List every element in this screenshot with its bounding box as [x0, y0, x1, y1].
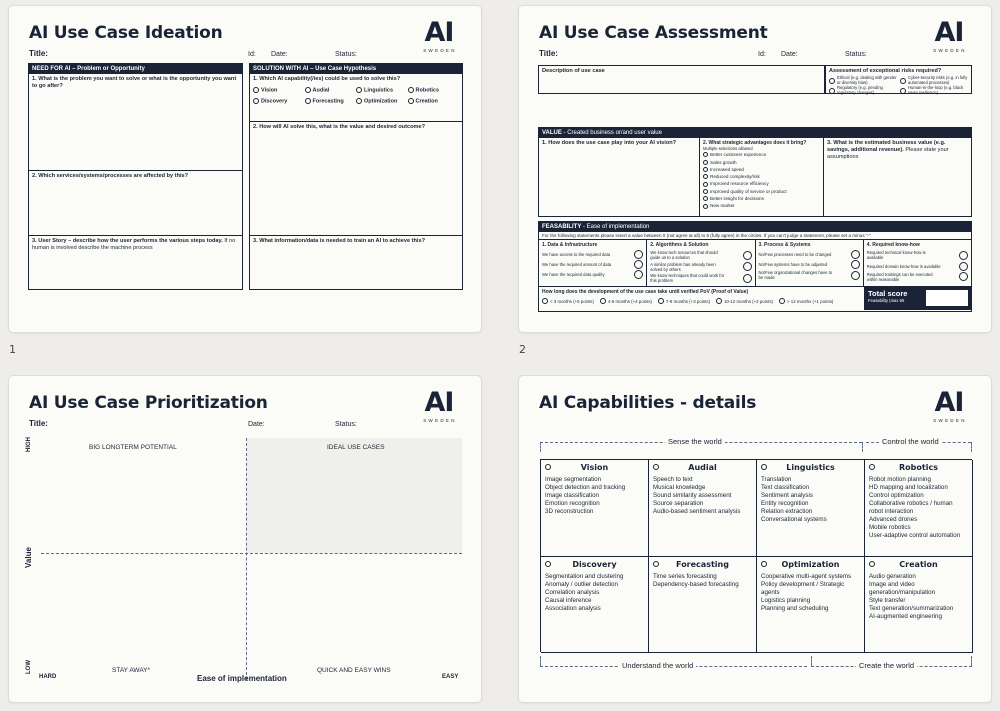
feasability-column-title: 2. Algorithms & Solution [650, 242, 709, 249]
statement-text: We know tech resources that should guide us to a solution [650, 250, 718, 261]
checkbox-circle-icon[interactable] [653, 561, 659, 567]
question-user-story: 3. User Story – describe how the user performs the various steps today. If no human is involved describe the machine process [32, 238, 236, 251]
question-advantages: 2. What strategic advantages does it bring? [703, 140, 807, 146]
capability-item: Planning and scheduling [761, 604, 829, 612]
create-bracket-right [971, 656, 972, 666]
status-field-label: Status: [845, 51, 867, 58]
slide-thumbnail-assessment[interactable] [519, 6, 991, 332]
ai-sweden-logo: AI SWEDEN [933, 387, 967, 423]
poc-option[interactable] [600, 298, 652, 304]
feasability-header: FEASABILITY - Ease of implementation [539, 222, 971, 232]
capability-name-text: Linguistics [786, 463, 835, 472]
checkbox-circle-icon[interactable] [545, 561, 551, 567]
sense-bracket-left [540, 442, 541, 452]
page-number: 2 [519, 343, 526, 356]
advantage-option-label: Reduced complexity/risk [710, 174, 760, 180]
question-problem: 1. What is the problem you want to solve or what is the opportunity you want to go after? [29, 74, 242, 171]
risk-option[interactable] [829, 86, 897, 95]
date-field-label: Date: [248, 421, 265, 428]
ai-sweden-logo: AI SWEDEN [423, 17, 457, 53]
capability-item: Time series forecasting [653, 572, 717, 580]
score-circle-input[interactable] [634, 250, 643, 259]
x-axis-easy: EASY [442, 674, 459, 680]
capability-items [869, 476, 968, 540]
feasability-statement [650, 273, 751, 283]
statement-text: We have the required data quality [542, 272, 605, 278]
feasability-column-title: 4. Required know-how [866, 242, 920, 249]
capability-name [545, 463, 644, 472]
score-circle-input[interactable] [743, 274, 752, 283]
capability-option[interactable] [356, 98, 408, 104]
checkbox-circle-icon[interactable] [900, 78, 906, 84]
capability-item: Text generation/summarization [869, 604, 954, 612]
poc-option[interactable] [542, 298, 594, 304]
capability-cell-forecasting [649, 557, 757, 654]
question-training-data: 3. What information/data is needed to train an AI to achieve this? [253, 238, 425, 244]
score-circle-input[interactable] [851, 260, 860, 269]
strategic-advantages [700, 138, 824, 216]
question-business-value: 3. What is the estimated business value (e.g. savings, additional revenue). Please state your assumptions [827, 140, 949, 160]
solution-with-ai-section [249, 63, 463, 290]
sense-label: Sense the world [665, 437, 725, 446]
capability-cell-vision [541, 460, 649, 557]
risk-option[interactable] [829, 76, 897, 85]
poc-duration [539, 287, 865, 310]
checkbox-circle-icon[interactable] [703, 167, 708, 172]
capability-name [869, 560, 968, 569]
score-circle-input[interactable] [959, 251, 968, 260]
feasability-instructions: For the following statements please insert a value between 0 (not agree at all) to 5 (fully agree) in the circles. If you can't judge a statement, please set a minus "-" [539, 232, 971, 240]
feasability-statement [759, 250, 860, 259]
checkbox-circle-icon[interactable] [703, 204, 708, 209]
create-label: Create the world [856, 661, 917, 670]
ideal-quadrant-bg [247, 438, 462, 553]
id-field-label: Id: [758, 51, 766, 58]
capability-option-label: Creation [415, 98, 438, 105]
advantage-option[interactable] [703, 188, 820, 195]
capability-cell-audial [649, 460, 757, 557]
capability-item: Object detection and tracking [545, 484, 626, 491]
statement-text: We know techniques that could work for this problem [650, 273, 725, 284]
capability-items [545, 476, 644, 516]
poc-option-label: 10-12 months (+2 points) [724, 298, 773, 304]
capability-checkbox-grid [253, 87, 459, 105]
feasability-statement [542, 270, 643, 279]
capability-item: Translation [761, 476, 792, 483]
capability-cell-creation [865, 557, 973, 654]
advantage-option[interactable] [703, 173, 820, 180]
checkbox-circle-icon[interactable] [703, 160, 708, 165]
capability-name-text: Discovery [572, 559, 617, 569]
advantage-option[interactable] [703, 180, 820, 187]
description-label: Description of use case [542, 68, 605, 74]
capability-item: HD mapping and localization [869, 484, 948, 491]
value-section [538, 127, 972, 217]
feasability-statement [759, 260, 860, 269]
capability-name-text: Audial [688, 463, 717, 472]
feasability-column [539, 240, 647, 286]
feasability-statement [542, 250, 643, 259]
poc-option-label: < 3 months (+5 points) [550, 298, 594, 304]
poc-option[interactable] [779, 298, 833, 304]
capability-option-label: Audial [312, 87, 330, 94]
date-field-label: Date: [271, 51, 288, 58]
capability-option-label: Vision [261, 87, 278, 94]
capability-item: Conversational systems [761, 516, 827, 523]
capability-item: Collaborative robotics / human robot interaction [869, 500, 953, 515]
capability-item: Sound similarity assessment [653, 492, 732, 499]
checkbox-circle-icon[interactable] [408, 87, 414, 93]
capability-option-label: Discovery [261, 98, 288, 105]
feasability-statement [650, 250, 751, 260]
advantage-option-label: New market [710, 203, 735, 209]
x-axis-label: Ease of implementation [197, 674, 287, 683]
checkbox-circle-icon[interactable] [305, 87, 311, 93]
score-circle-input[interactable] [959, 272, 968, 281]
capability-item: Advanced drones [869, 516, 918, 523]
slide-thumbnail-prioritization[interactable] [9, 376, 481, 702]
capability-item: Relation extraction [761, 508, 813, 515]
feasability-columns [539, 240, 971, 287]
score-circle-input[interactable] [634, 260, 643, 269]
statement-text: We have access to the required data [542, 252, 611, 258]
page-title: AI Capabilities - details [539, 393, 757, 413]
capability-item: Musical knowledge [653, 484, 706, 491]
feasability-column [756, 240, 864, 286]
total-score-label: Total score [868, 289, 908, 299]
checkbox-circle-icon[interactable] [653, 464, 659, 470]
risk-title: Assessment of exceptional risks required? [829, 68, 942, 74]
score-circle-input[interactable] [743, 251, 752, 260]
status-field-label: Status: [335, 421, 357, 428]
capability-name [869, 463, 968, 472]
quadrant-ideal: IDEAL USE CASES [327, 444, 385, 451]
capability-name-text: Forecasting [676, 559, 729, 569]
capability-items [653, 573, 752, 589]
page-title: AI Use Case Assessment [539, 23, 768, 43]
capability-name [761, 560, 860, 569]
checkbox-circle-icon[interactable] [703, 152, 708, 157]
capability-name-text: Optimization [781, 559, 840, 569]
capability-item: Entity recognition [761, 500, 809, 507]
statement-text: No/Few organizational changes have to be made [758, 270, 833, 281]
capability-items [761, 573, 860, 613]
capability-item: Image segmentation [545, 476, 602, 483]
advantage-option-label: Improved quality of service or product [710, 188, 787, 194]
capability-option-label: Forecasting [312, 98, 344, 105]
advantage-option[interactable] [703, 151, 820, 158]
question-value: 2. How will AI solve this, what is the value and desired outcome? [250, 122, 462, 236]
title-field-label: Title: [29, 49, 48, 58]
risk-option[interactable] [900, 76, 968, 85]
radio-circle-icon[interactable] [716, 298, 722, 304]
poc-option[interactable] [658, 298, 710, 304]
feasability-statement [650, 262, 751, 272]
id-field-label: Id: [248, 51, 256, 58]
checkbox-circle-icon[interactable] [356, 87, 362, 93]
capability-item: 3D reconstruction [545, 508, 594, 515]
y-axis-label: Value [24, 547, 33, 568]
feasability-column [647, 240, 755, 286]
statement-text: Required technical know-how is available [866, 250, 926, 261]
capability-item: Emotion recognition [545, 500, 600, 507]
feasability-column-title: 1. Data & Infrastructure [542, 242, 598, 249]
checkbox-circle-icon[interactable] [703, 189, 708, 194]
value-header: VALUE - Created business or/and user value [539, 128, 971, 138]
feasability-column-title: 3. Process & Systems [758, 242, 811, 249]
advantages-list [703, 151, 820, 209]
understand-label: Understand the world [619, 661, 696, 670]
control-bracket-right [971, 442, 972, 452]
feasability-statement [759, 270, 860, 280]
radio-circle-icon[interactable] [600, 298, 606, 304]
risk-option-label: Regulatory (e.g. pending regulatory changes) [837, 85, 883, 95]
quadrant-quick-wins: QUICK AND EASY WINS [317, 667, 391, 674]
poc-question: How long does the development of the use case take until verified PoV (Proof of Value) [542, 289, 749, 296]
capability-item: Correlation analysis [545, 588, 600, 596]
capability-item: Audio generation [869, 572, 916, 580]
page-title: AI Use Case Ideation [29, 23, 223, 43]
score-circle-input[interactable] [851, 250, 860, 259]
capability-item: Sentiment analysis [761, 492, 813, 499]
checkbox-circle-icon[interactable] [829, 88, 835, 94]
need-for-ai-section [28, 63, 243, 290]
statement-text: No/Few processes need to be changed [758, 252, 832, 258]
capability-item: Control optimization [869, 492, 924, 499]
advantage-option[interactable] [703, 159, 820, 166]
risk-option-label: Ethical (e.g. dealing with gender or diversity bias) [837, 75, 897, 85]
score-circle-input[interactable] [634, 270, 643, 279]
risk-options [829, 76, 968, 95]
capability-item: User-adaptive control automation [869, 532, 961, 539]
capability-selection [250, 74, 462, 122]
capability-item: Cooperative multi-agent systems [761, 572, 852, 580]
title-field-label: Title: [539, 49, 558, 58]
capability-items [545, 573, 644, 613]
advantage-option-label: Improved resource efficiency [710, 181, 769, 187]
capability-name [653, 560, 752, 569]
poc-option-label: > 12 months (+1 points) [787, 298, 834, 304]
score-circle-input[interactable] [851, 271, 860, 280]
vertical-axis-divider [246, 438, 247, 680]
capability-items [653, 476, 752, 516]
advantage-option-label: Better insight for decisions [710, 195, 764, 201]
checkbox-circle-icon[interactable] [703, 196, 708, 201]
capability-name-text: Creation [899, 559, 938, 569]
radio-circle-icon[interactable] [542, 298, 548, 304]
capability-item: Speech to text [653, 476, 693, 483]
advantage-option-label: Sales growth [710, 159, 737, 165]
score-circle-input[interactable] [743, 262, 752, 271]
sense-bracket-right [862, 442, 863, 452]
capability-cell-discovery [541, 557, 649, 654]
risk-option-label: Cyber-security risks (e.g. in fully automated processes) [908, 75, 968, 85]
feasability-section [538, 221, 972, 312]
capability-name [545, 560, 644, 569]
advantage-option-label: Better customer experience [710, 152, 767, 158]
capability-item: Association analysis [545, 604, 601, 612]
feasability-statement [867, 250, 968, 260]
capability-name-text: Robotics [899, 463, 938, 472]
title-field-label: Title: [29, 419, 48, 428]
capability-option[interactable] [253, 98, 305, 104]
checkbox-circle-icon[interactable] [761, 464, 767, 470]
capability-item: Robot motion planning [869, 476, 931, 483]
capability-item: Logistics planning [761, 596, 811, 604]
capability-item: Dependency-based forecasting [653, 580, 739, 588]
question-services: 2. Which services/systems/processes are affected by this? [29, 171, 242, 236]
checkbox-circle-icon[interactable] [869, 464, 875, 470]
poc-options [542, 298, 861, 304]
capability-item: Audio-based sentiment analysis [653, 508, 741, 515]
advantage-option[interactable] [703, 166, 820, 173]
capability-item: Segmentation and clustering [545, 572, 624, 580]
checkbox-circle-icon[interactable] [761, 561, 767, 567]
statement-text: A similar problem has already been solved by others [650, 261, 716, 272]
quadrant-stay-away: STAY AWAY* [112, 667, 151, 674]
capability-item: Mobile robotics [869, 524, 911, 531]
capability-option[interactable] [408, 87, 460, 93]
feasability-statement [867, 272, 968, 282]
capability-cell-robotics [865, 460, 973, 557]
advantage-option-label: Increased speed [710, 166, 744, 172]
capability-name-text: Vision [580, 463, 609, 472]
poc-option-label: 4-6 months (+4 points) [607, 298, 652, 304]
capability-items [761, 476, 860, 524]
page-number: 1 [9, 343, 16, 356]
capability-cell-linguistics [757, 460, 865, 557]
capability-option[interactable] [305, 98, 357, 104]
feasability-statement [867, 262, 968, 271]
advantage-option[interactable] [703, 195, 820, 202]
understand-bracket-left [540, 656, 541, 666]
statement-text: Required trainings can be executed within reasonable [866, 271, 933, 282]
checkbox-circle-icon[interactable] [253, 87, 259, 93]
question-capabilities: 1. Which AI capability(/ies) could be used to solve this? [253, 76, 401, 82]
status-field-label: Status: [335, 51, 357, 58]
capability-item: Causal inference [545, 596, 592, 604]
capability-option[interactable] [408, 98, 460, 104]
feasability-statement [542, 260, 643, 269]
feasability-column [864, 240, 971, 286]
capability-option-label: Linguistics [364, 87, 394, 94]
total-score-field[interactable] [926, 290, 968, 306]
risk-option-label: Human-in-the-loop (e.g. black swan resilience) [908, 85, 964, 95]
advantage-option[interactable] [703, 202, 820, 209]
y-axis-low: LOW [26, 660, 32, 674]
create-bracket-left [811, 656, 812, 666]
statement-text: We have the required amount of data [542, 262, 612, 268]
poc-option-label: 7-9 months (+3 points) [666, 298, 711, 304]
slide-thumbnail-ideation[interactable] [9, 6, 481, 332]
capability-items [869, 573, 968, 621]
capability-option[interactable] [356, 87, 408, 93]
slide-thumbnail-capabilities[interactable] [519, 376, 991, 702]
capability-item: Source separation [653, 500, 704, 507]
page-title: AI Use Case Prioritization [29, 393, 268, 413]
poc-option[interactable] [716, 298, 773, 304]
description-box [538, 65, 825, 94]
capability-item: Policy development / Strategic agents [761, 580, 845, 596]
advantages-hint: Multiple selections allowed [703, 146, 753, 151]
checkbox-circle-icon[interactable] [305, 98, 311, 104]
risk-option[interactable] [900, 86, 968, 95]
capability-option[interactable] [253, 87, 305, 93]
checkbox-circle-icon[interactable] [253, 98, 259, 104]
total-score-sub: Feasability (max 65 [868, 298, 905, 304]
solution-header: SOLUTION WITH AI – Use Case Hypothesis [250, 64, 462, 74]
capability-item: Image and video generation/manipulation [869, 580, 936, 596]
ai-sweden-logo: AI SWEDEN [933, 17, 967, 53]
score-circle-input[interactable] [959, 262, 968, 271]
capability-name [761, 463, 860, 472]
y-axis-high: HIGH [26, 437, 32, 452]
total-score-box [865, 287, 971, 310]
capability-item: Text classification [761, 484, 810, 491]
checkbox-circle-icon[interactable] [545, 464, 551, 470]
capability-option-label: Robotics [415, 87, 440, 94]
capability-item: Style transfer [869, 596, 906, 604]
checkbox-circle-icon[interactable] [900, 88, 906, 94]
capability-grid [540, 459, 972, 652]
checkbox-circle-icon[interactable] [408, 98, 414, 104]
capability-cell-optimization [757, 557, 865, 654]
checkbox-circle-icon[interactable] [703, 174, 708, 179]
quadrant-big-longterm: BIG LONGTERM POTENTIAL [89, 444, 177, 451]
date-field-label: Date: [781, 51, 798, 58]
checkbox-circle-icon[interactable] [829, 78, 835, 84]
statement-text: Required domain know-how is available [866, 263, 941, 269]
capability-option-label: Optimization [364, 98, 398, 105]
capability-option[interactable] [305, 87, 357, 93]
need-header: NEED FOR AI – Problem or Opportunity [29, 64, 242, 74]
statement-text: No/Few systems have to be adjusted [758, 262, 828, 268]
capability-item: AI-augmented engineering [869, 612, 942, 620]
control-label: Control the world [879, 437, 942, 446]
checkbox-circle-icon[interactable] [703, 182, 708, 187]
ai-sweden-logo: AI SWEDEN [423, 387, 457, 423]
risk-assessment-box [825, 65, 972, 94]
capability-item: Anomaly / outlier detection [545, 580, 618, 588]
capability-item: Image classification [545, 492, 599, 499]
capability-name [653, 463, 752, 472]
checkbox-circle-icon[interactable] [356, 98, 362, 104]
radio-circle-icon[interactable] [658, 298, 664, 304]
x-axis-hard: HARD [39, 674, 57, 680]
question-vision: 1. How does the use case play into your AI vision? [539, 138, 700, 216]
checkbox-circle-icon[interactable] [869, 561, 875, 567]
radio-circle-icon[interactable] [779, 298, 785, 304]
horizontal-axis-divider [41, 553, 462, 554]
